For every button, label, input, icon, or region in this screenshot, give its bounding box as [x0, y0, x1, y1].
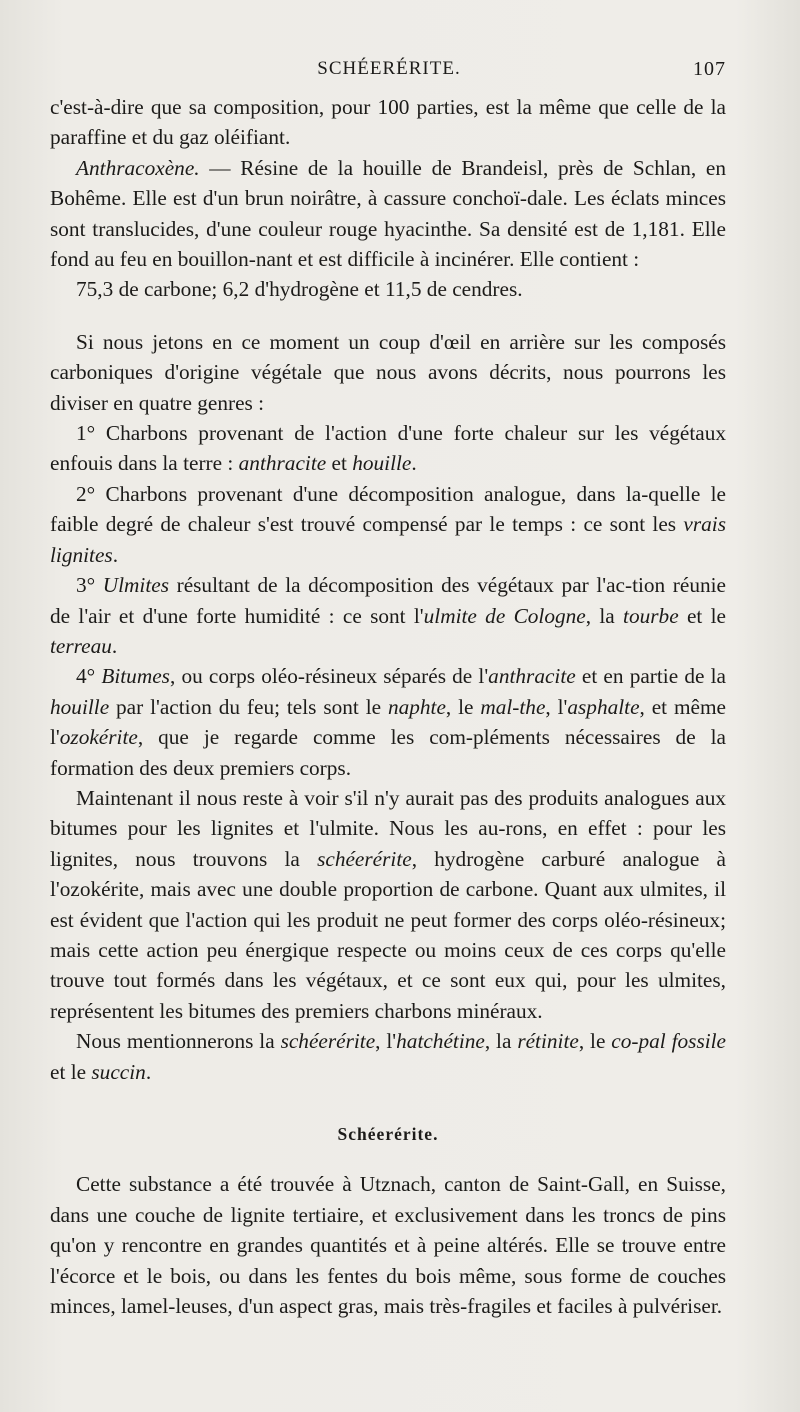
- page-body: [50, 92, 726, 1321]
- page-number: 107: [693, 58, 726, 80]
- genre-4: 4° Bitumes, ou corps oléo-résineux séparés de l'anthracite et en partie de la houille par l'action du feu; tels sont le naphte, le mal-the, l'asphalte, et même l'ozokérite, que je regarde comme les com-pléments nécessaires de la formation des deux premiers corps.: [50, 664, 726, 780]
- genre-1: 1° Charbons provenant de l'action d'une forte chaleur sur les végétaux enfouis dans la terre : anthracite et houille.: [50, 421, 726, 476]
- genre-3: 3° Ulmites résultant de la décomposition des végétaux par l'ac-tion réunie de l'air et d'une forte humidité : ce sont l'ulmite de Cologne, la tourbe et le terreau.: [50, 573, 726, 658]
- paragraph-continued: c'est-à-dire que sa composition, pour 100 parties, est la même que celle de la paraffine et du gaz oléifiant.: [50, 95, 726, 150]
- genre-2: 2° Charbons provenant d'une décomposition analogue, dans la-quelle le faible degré de chaleur s'est trouvé compensé par le temps : ce sont les vrais lignites.: [50, 481, 726, 567]
- section-heading: Schéerérite.: [337, 1124, 439, 1144]
- composition-formula: 75,3 de carbone; 6,2 d'hydrogène et 11,5 de cendres.: [76, 277, 523, 302]
- term-anthracoxene: Anthracoxène.: [76, 155, 200, 180]
- running-header: [52, 58, 726, 88]
- paragraph-scheererite: Cette substance a été trouvée à Utznach, canton de Saint-Gall, en Suisse, dans une couche de lignite tertiaire, et exclusivement dans les troncs de pins qu'on y rencontre en grandes quantités et à peine altérés. Elle se trouve entre l'écorce et le bois, ou dans les fentes du bois même, sous forme de couches minces, lamel-leuses, d'un aspect gras, mais très-fragiles et faciles à pulvériser.: [50, 1172, 726, 1319]
- running-title: SCHÉERÉRITE.: [317, 58, 461, 79]
- paragraph-intro-genres: Si nous jetons en ce moment un coup d'œil en arrière sur les composés carboniques d'origine végétale que nous avons décrits, nous pourrons les diviser en quatre genres :: [50, 329, 726, 415]
- paragraph-analogues: Maintenant il nous reste à voir s'il n'y aurait pas des produits analogues aux bitumes pour les lignites et l'ulmite. Nous les au-rons, en effet : pour les lignites, nous trouvons la schéerérite, hydrogène carburé analogue à l'ozokérite, mais avec une double proportion de carbone. Quant aux ulmites, il est évident que l'action qui les produit ne peut former des corps oléo-résineux; mais cette action peu énergique respecte ou moins ceux de ces corps qu'elle trouve tout formés dans les végétaux, et ce sont eux qui, pour les ulmites, représentent les bitumes des premiers charbons minéraux.: [50, 785, 726, 1023]
- paragraph-anthracoxene: Anthracoxène. — Résine de la houille de Brandeisl, près de Schlan, en Bohême. Elle est d'un brun noirâtre, à cassure conchoï-dale. Les éclats minces sont translucides, d'une couleur rouge hyacinthe. Sa densité est de 1,181. Elle fond au feu en bouillon-nant et est difficile à incinérer. Elle contient :: [50, 155, 726, 272]
- paragraph-mentions: Nous mentionnerons la schéerérite, l'hatchétine, la rétinite, le co-pal fossile et le succin.: [50, 1029, 727, 1084]
- paragraph-gap: [50, 305, 726, 327]
